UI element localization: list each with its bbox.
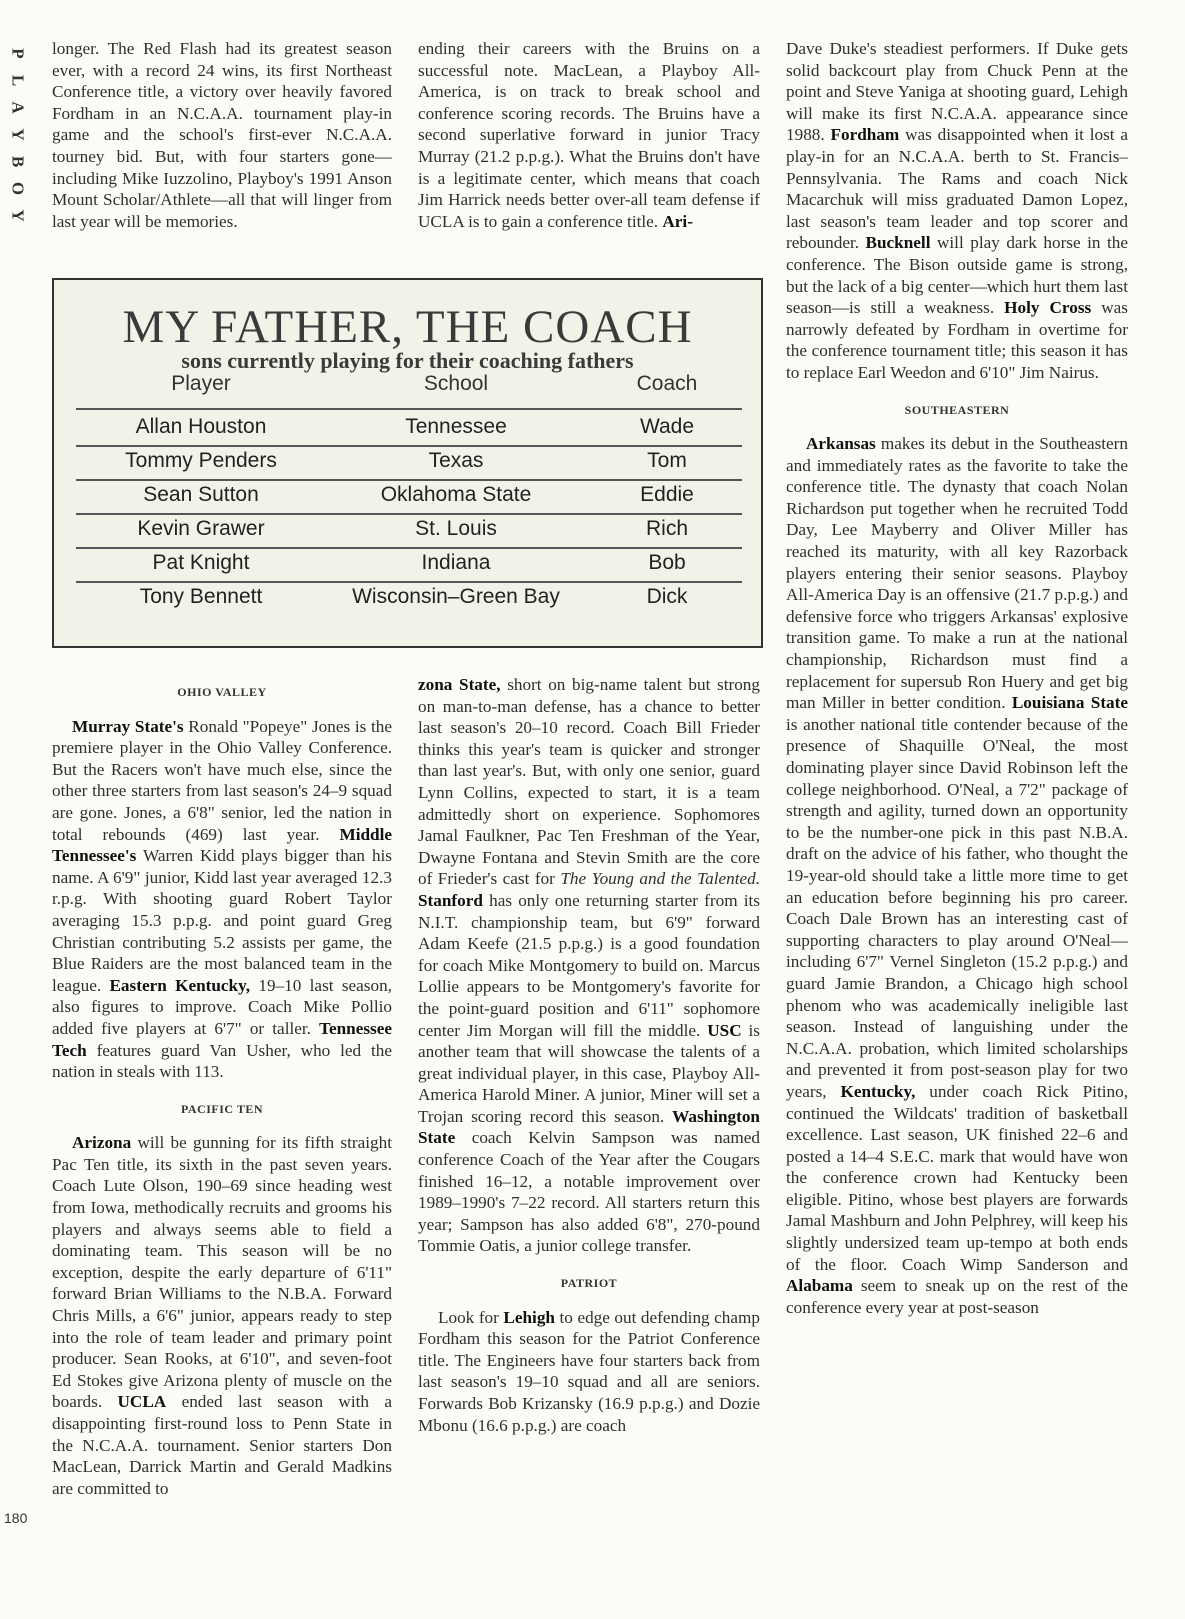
text-run: was disappointed when it lost a play-in for an N.C.A.A. berth to St. Francis–Pennsylvania. The Rams and coach Nick Macarchuk will miss graduated Damon Lopez, last season's team leader and top scorer and rebounder. — [786, 125, 1128, 253]
text-run: short on big-name talent but strong on man-to-man defense, has a chance to better last season's 20–10 record. Coach Bill Frieder thinks this year's team is quicker and stronger than last year's. But, with only one senior, guard Lynn Collins, expected to start, it is a team admittedly short on experience. Sophomores Jamal Faulkner, Pac Ten Freshman of the Year, Dwayne Fontana and Stevin Smith are the core of Frieder's cast for — [418, 675, 760, 889]
table-row — [76, 445, 742, 481]
cell-player: Tommy Penders — [125, 449, 277, 472]
sidebar-letter: Y — [8, 128, 28, 141]
sidebar-letter: A — [8, 101, 28, 114]
team-name: Arkansas — [806, 434, 876, 454]
page-number: 180 — [4, 1510, 28, 1526]
text-run: will play dark horse in the conference. The Bison outside game is strong, but the lack of a big center—which hurt them last season—is still a weakness. — [786, 233, 1128, 318]
coach-table-box — [52, 278, 763, 648]
text-run: Ronald "Popeye" Jones is the premiere player in the Ohio Valley Conference. But the Racers won't have much else, since the other three starters from last season's 24–9 squad are gone. Jones, a 6'8" senior, led the nation in total rebounds (469) last year. — [52, 716, 392, 844]
box-title: MY FATHER, THE COACH — [122, 301, 693, 353]
cell-school: Texas — [428, 449, 484, 472]
cell-player: Kevin Grawer — [137, 517, 265, 540]
column-2-bottom — [418, 674, 760, 1436]
italic-title: The Young and the Talented. — [560, 869, 760, 889]
section-heading: PATRIOT — [560, 1276, 618, 1291]
table-row — [76, 513, 742, 549]
cell-coach: Dick — [646, 585, 688, 608]
cell-player: Tony Bennett — [139, 585, 263, 608]
text-run: features guard Van Usher, who led the nation in steals with 113. — [52, 1040, 392, 1082]
table-row — [76, 411, 742, 447]
text-run: Look for — [438, 1307, 504, 1327]
cell-school: St. Louis — [415, 517, 497, 540]
cell-coach: Wade — [639, 415, 695, 438]
paragraph — [418, 674, 760, 1257]
text-run: is another national title contender because of the presence of Shaquille O'Neal, the most dominating player since David Robinson left the college neighborhood. O'Neal, a 7'2" package of strength and agility, turned down an opportunity to be the number-one pick in this past N.B.A. draft on the advice of his father, who thought the 19-year-old should take a little more time to get an education before beginning his pro career. Coach Dale Brown has an interesting cast of supporting characters to play around O'Neal—including 6'7" Vernel Singleton (15.2 p.p.g.) and guard Jamie Brandon, a Chicago high school phenom who was academically ineligible last season. Instead of languishing under the N.C.A.A. probation, which limited scholarships and prevented it from post-season play for two years, — [786, 714, 1128, 1101]
paragraph: longer. The Red Flash had its greatest season ever, with a record 24 wins, its first Northeast Conference title, a victory over heavily favored Fordham in an N.C.A.A. tournament play-in game and the school's first-ever N.C.A.A. tourney bid. But, with four starters gone—including Mike Iuzzolino, Playboy's 1991 Anson Mount Scholar/Athlete—all that will linger from last year will be memories. — [52, 39, 392, 231]
cell-coach: Tom — [647, 449, 687, 472]
header-coach: Coach — [636, 372, 698, 395]
text-run: ending their careers with the Bruins on a successful note. MacLean, a Playboy All-America, is on track to break school and conference scoring records. The Bruins have a second superlative forward in junior Tracy Murray (21.2 p.p.g.). What the Bruins don't have is a legitimate center, which means that coach Jim Harrick needs better over-all team defense if UCLA is to gain a conference title. — [418, 39, 760, 231]
paragraph — [52, 1132, 392, 1499]
team-name: Lehigh — [503, 1307, 555, 1327]
text-run: coach Kelvin Sampson was named conference Coach of the Year after the Cougars finished 16–12, a notable improvement over 1989–1990's 7–22 record. All starters return this year; Sampson has also added 6'8", 270-pound Tommie Oatis, a junior college transfer. — [418, 1128, 760, 1256]
team-name: zona State, — [418, 675, 501, 694]
team-name: Alabama — [786, 1276, 853, 1296]
team-name: Bucknell — [865, 233, 931, 253]
paragraph — [786, 38, 1128, 384]
paragraph — [786, 433, 1128, 1318]
team-name: Eastern Kentucky, — [109, 975, 251, 995]
table-divider — [76, 408, 742, 410]
text-run: under coach Rick Pitino, continued the Wildcats' tradition of basketball excellence. Last season, UK finished 22–6 and posted a 14–4 S.E.C. mark that would have won the conference crown had Kentucky been eligible. Pitino, whose best players are forwards Jamal Mashburn and John Pelphrey, will keep his slightly undersized team up-tempo at both ends of the floor. Coach Wimp Sanderson and — [786, 1081, 1128, 1274]
cell-school: Oklahoma State — [380, 483, 532, 506]
team-name: USC — [707, 1020, 742, 1040]
team-name: Tennessee Tech — [52, 1018, 392, 1060]
team-name: Stanford — [418, 890, 483, 910]
playboy-sidebar-logo — [8, 40, 28, 229]
text-run: seem to sneak up on the rest of the conference every year at post-season — [786, 1276, 1128, 1317]
table-row — [76, 581, 742, 615]
cell-coach: Eddie — [640, 483, 694, 506]
team-name: Murray State's — [72, 716, 184, 736]
text-run: will be gunning for its fifth straight Pac Ten title, its sixth in the past seven years. Coach Lute Olson, 190–69 since heading west from Iowa, methodically recruits and grooms his players and always seems able to field a dominating team. This season will be no exception, despite the early departure of 6'11" forward Brian Williams to the N.B.A. Forward Chris Mills, a 6'6" junior, appears ready to step into the role of team leader and primary point producer. Sean Rooks, at 6'10", and seven-foot Ed Stokes give Arizona plenty of muscle on the boards. — [52, 1133, 392, 1412]
cell-coach: Bob — [648, 551, 686, 574]
section-heading: SOUTHEASTERN — [904, 402, 1010, 417]
column-2-top — [418, 38, 760, 232]
team-name: Holy Cross — [1004, 298, 1092, 318]
text-run: makes its debut in the Southeastern and immediately rates as the favorite to take the conference title. The dynasty that coach Nolan Richardson put together when he recruited Todd Day, Lee Mayberry and Oliver Miller has reached its maturity, with all key Razorback players entering their senior seasons. Playboy All-America Day is an offensive (21.7 p.p.g.) and defensive force who triggers Arkansas' explosive transition game. To make a run at the national championship, Richardson must find a replacement for supersub Ron Huery and get big man Miller in better condition. — [786, 434, 1128, 713]
column-1-bottom — [52, 666, 392, 1499]
cell-player: Sean Sutton — [143, 483, 259, 506]
team-name: Ari- — [662, 211, 693, 231]
cell-school: Tennessee — [405, 415, 507, 438]
box-subtitle: sons currently playing for their coaching fathers — [181, 348, 634, 373]
sidebar-letter: P — [8, 48, 28, 59]
sidebar-letter: O — [8, 181, 28, 196]
header-school: School — [423, 372, 489, 395]
paragraph — [52, 716, 392, 1083]
text-run: Dave Duke's steadiest performers. If Duke gets solid backcourt play from Chuck Penn at the point and Steve Yaniga at shooting guard, Lehigh will make its first N.C.A.A. appearance since 1988. — [786, 39, 1128, 145]
text-run: was narrowly defeated by Fordham in overtime for the conference tournament title; this season it has to replace Earl Weedon and 6'10" Jim Nairus. — [786, 298, 1128, 382]
cell-school: Indiana — [421, 551, 491, 574]
cell-school: Wisconsin–Green Bay — [352, 585, 560, 608]
text-run: Warren Kidd plays bigger than his name. A 6'9" junior, Kidd last year averaged 12.3 r.p.g. With shooting guard Robert Taylor averaging 15.3 p.p.g. and point guard Greg Christian contributing 5.2 assists per game, the Blue Raiders are the most balanced team in the league. — [52, 846, 392, 995]
cell-player: Allan Houston — [135, 415, 267, 438]
text-run: is another team that will showcase the talents of a great individual player, in this case, Playboy All-America Harold Miner. A junior, Miner will set a Trojan scoring record this season. — [418, 1020, 760, 1126]
team-name: Kentucky, — [840, 1081, 916, 1101]
text-run: has only one returning starter from its N.I.T. championship team, but 6'9" forward Adam Keefe (21.5 p.p.g.) is a good foundation for coach Mike Montgomery to build on. Marcus Lollie appears to be Montgomery's favorite for the point-guard position and 6'11" sophomore center Jim Morgan will fill the middle. — [418, 890, 760, 1040]
text-run: 19–10 last season, also figures to improve. Coach Mike Pollio added five players at 6'7" or taller. — [52, 975, 392, 1038]
column-1-top — [52, 38, 392, 232]
sidebar-letter: Y — [8, 209, 28, 222]
team-name: Fordham — [830, 125, 900, 145]
section-heading: PACIFIC TEN — [180, 1101, 264, 1116]
section-heading: OHIO VALLEY — [177, 685, 267, 699]
team-name: UCLA — [117, 1392, 167, 1412]
cell-player: Pat Knight — [152, 551, 250, 574]
table-row — [76, 479, 742, 515]
team-name: Middle Tennessee's — [52, 824, 392, 866]
table-row — [76, 547, 742, 583]
cell-coach: Rich — [645, 517, 688, 540]
paragraph — [418, 38, 760, 232]
header-player: Player — [171, 372, 231, 395]
text-run: to edge out defending champ Fordham this season for the Patriot Conference title. The Engineers have four starters back from last season's 19–10 squad and all are seniors. Forwards Bob Krizansky (16.9 p.p.g.) and Dozie Mbonu (16.6 p.p.g.) are coach — [418, 1307, 760, 1435]
team-name: Washington State — [418, 1106, 760, 1148]
column-3 — [786, 38, 1128, 1318]
team-name: Arizona — [72, 1133, 132, 1153]
paragraph — [418, 1307, 760, 1437]
sidebar-letter: L — [8, 74, 28, 87]
text-run: ended last season with a disappointing first-round loss to Penn State in the N.C.A.A. tournament. Senior starters Don MacLean, Darrick Martin and Gerald Madkins are committed to — [52, 1392, 392, 1498]
team-name: Louisiana State — [1011, 693, 1128, 713]
sidebar-letter: B — [8, 155, 28, 168]
